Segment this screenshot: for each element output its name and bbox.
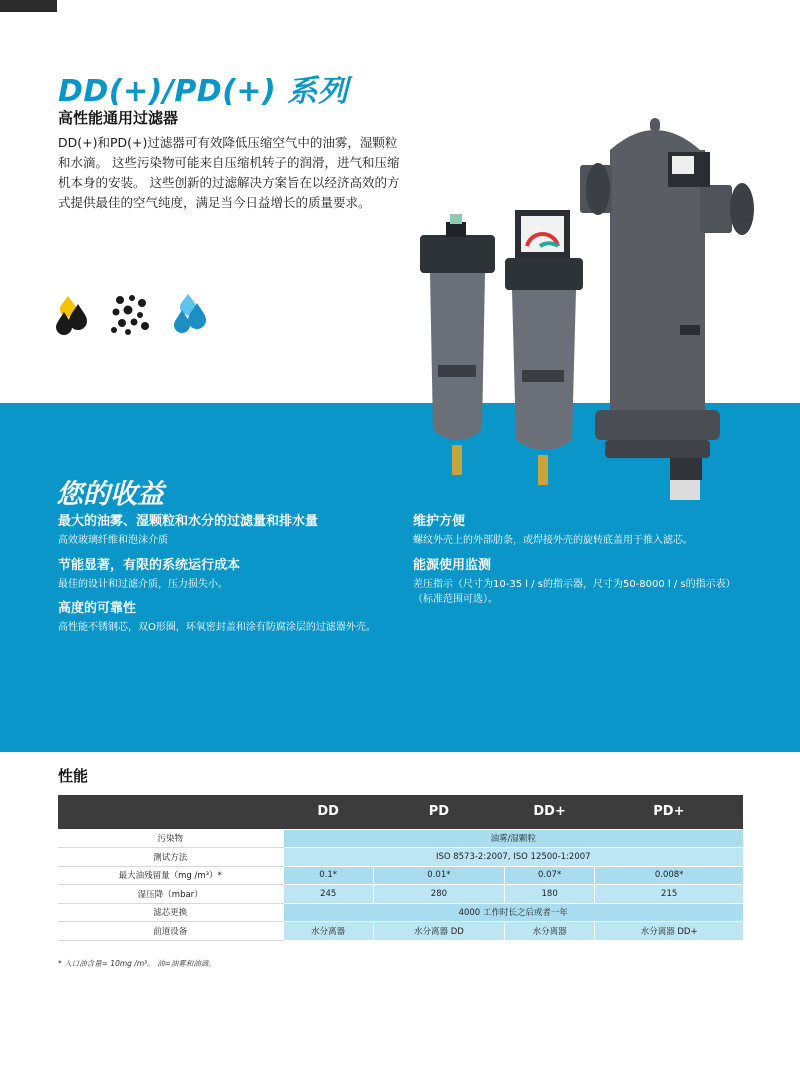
performance-title: 性能: [58, 767, 89, 785]
header-pd: PD: [373, 795, 504, 829]
performance-table: [58, 795, 743, 941]
small-filter-left: [420, 214, 495, 475]
header-pd-plus: PD+: [595, 795, 743, 829]
contaminant-icons: [54, 290, 224, 340]
header-blank: [58, 795, 283, 829]
water-drops-icon: [174, 294, 206, 333]
row-label: 测试方法: [58, 848, 283, 867]
table-row: [58, 866, 743, 885]
benefit-text: 螺纹外壳上的外部肋条，或焊接外壳的旋转底盖用于推入滤芯。: [413, 535, 693, 546]
cell-value: 0.1*: [283, 866, 373, 885]
benefit-heading: 高度的可靠性: [58, 601, 137, 616]
large-filter-right: [580, 118, 754, 500]
row-span-value: 油雾/湿颗粒: [283, 829, 743, 848]
row-span-value: 4000 工作时长之后或者一年: [283, 903, 743, 922]
row-label: 湿压降（mbar）: [58, 885, 283, 904]
benefit-text: 差压指示（尺寸为10-35 l / s的指示器，尺寸为50-8000 l / s的指示表）（标准范围可选）。: [413, 579, 736, 605]
cell-value: 280: [373, 885, 504, 904]
cell-value: 水分离器: [283, 922, 373, 941]
benefit-monitoring: [413, 557, 743, 607]
benefit-text: 最佳的设计和过滤介质，压力损失小。: [58, 579, 228, 590]
table-row: [58, 848, 743, 867]
benefit-text: 高性能不锈钢芯，双O形圈，环氧密封盖和涂有防腐涂层的过滤器外壳。: [58, 622, 376, 633]
corner-tab: [0, 0, 57, 12]
small-filter-middle: [505, 210, 583, 485]
table-row: [58, 829, 743, 848]
benefit-filtration: [58, 513, 388, 548]
benefit-energy-saving: [58, 557, 388, 592]
cell-value: 0.01*: [373, 866, 504, 885]
row-label: 污染物: [58, 829, 283, 848]
benefit-text: 高效玻璃纤维和泡沫介质: [58, 535, 168, 546]
row-label: 前道设备: [58, 922, 283, 941]
row-span-value: ISO 8573-2:2007, ISO 12500-1:2007: [283, 848, 743, 867]
filter-products-image: [400, 110, 780, 510]
benefit-reliability: [58, 600, 388, 635]
oil-drops-icon: [56, 296, 87, 335]
cell-value: 水分离器 DD: [373, 922, 504, 941]
cell-value: 180: [504, 885, 594, 904]
benefit-heading: 最大的油雾、湿颗粒和水分的过滤量和排水量: [58, 514, 319, 529]
particles-icon: [111, 295, 149, 335]
cell-value: 0.008*: [595, 866, 743, 885]
page-title: DD(+)/PD(+) 系列: [58, 74, 349, 109]
benefit-heading: 维护方便: [413, 514, 466, 529]
cell-value: 水分离器 DD+: [595, 922, 743, 941]
intro-paragraph: DD(+)和PD(+)过滤器可有效降低压缩空气中的油雾，湿颗粒和水滴。 这些污染物可能来自压缩机转子的润滑，进气和压缩机本身的安装。 这些创新的过滤解决方案旨在以经济高效的方式提供最佳的空气纯度，满足当今日益增长的质量要求。: [58, 135, 400, 210]
header-dd-plus: DD+: [504, 795, 594, 829]
table-row: [58, 922, 743, 941]
row-label: 最大油残留量（mg /m³）*: [58, 866, 283, 885]
page-subtitle: 高性能通用过滤器: [58, 109, 179, 127]
row-label: 滤芯更换: [58, 903, 283, 922]
table-row: [58, 885, 743, 904]
cell-value: 245: [283, 885, 373, 904]
cell-value: 0.07*: [504, 866, 594, 885]
table-header-row: [58, 795, 743, 829]
benefits-title: 您的收益: [56, 479, 164, 510]
cell-value: 水分离器: [504, 922, 594, 941]
table-row: [58, 903, 743, 922]
benefit-heading: 能源使用监测: [413, 558, 492, 573]
benefit-heading: 节能显著，有限的系统运行成本: [58, 558, 241, 573]
header-dd: DD: [283, 795, 373, 829]
benefit-maintenance: [413, 513, 743, 548]
cell-value: 215: [595, 885, 743, 904]
table-footnote: * 入口油含量= 10mg /m³。 油=油雾和油滴。: [58, 959, 216, 968]
